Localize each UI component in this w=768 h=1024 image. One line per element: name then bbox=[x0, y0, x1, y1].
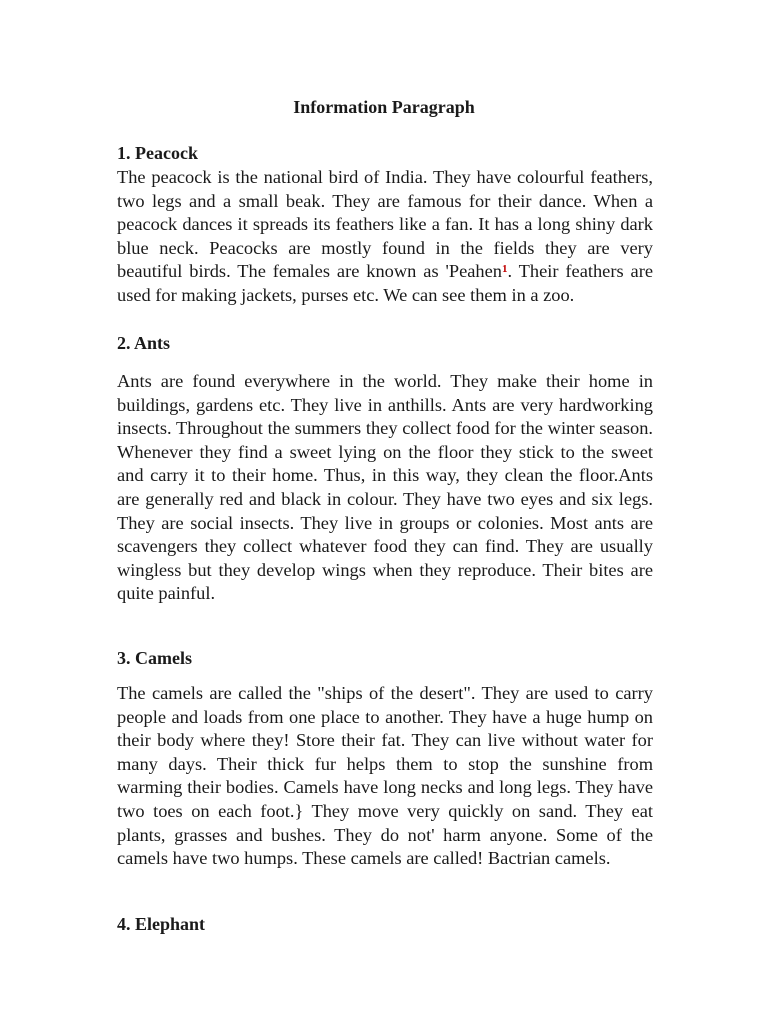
peacock-text-part-1: The peacock is the national bird of India. They have colourful feathers, two legs and a small beak. They are famous for their dance. When a peacock dances it spreads its feathers like a fan. It has a long shiny dark blue neck. Peacocks are mostly found in the fields they are very beautiful birds. The females are known as 'Peahen bbox=[117, 167, 653, 282]
section-heading-elephant: 4. Elephant bbox=[117, 914, 206, 934]
footnote-marker: 1 bbox=[501, 263, 508, 276]
section-paragraph-camels: The camels are called the "ships of the desert". They are used to carry people and loads from one place to another. They have a huge hump on their body where they! Store their fat. They can live without water for many days. Their thick fur helps them to stop the sunshine from warming their bodies. Camels have long necks and long legs. They have two toes on each foot.} They move very quickly on sand. They eat plants, grasses and bushes. They do not' harm anyone. Some of the camels have two humps. These camels are called! Bactrian camels. bbox=[117, 683, 653, 869]
section-heading-ants: 2. Ants bbox=[117, 333, 171, 353]
peacock-text-part-2: . Their feathers are used for making jackets, purses etc. We can see them in a zoo. bbox=[117, 261, 654, 305]
section-heading-peacock: 1. Peacock bbox=[117, 143, 198, 163]
section-heading-camels: 3. Camels bbox=[117, 648, 192, 668]
section-paragraph-ants: Ants are found everywhere in the world. They make their home in buildings, gardens etc. They live in anthills. Ants are very hardworking insects. Throughout the summers they collect food for the winter season. Whenever they find a sweet lying on the floor they stick to the sweet and carry it to their home. Thus, in this way, they clean the floor.Ants are generally red and black in colour. They have two eyes and six legs. They are social insects. They live in groups or colonies. Most ants are scavengers they collect whatever food they can find. They are usually wingless but they develop wings when they reproduce. Their bites are quite painful. bbox=[117, 371, 653, 604]
document-title: Information Paragraph bbox=[293, 97, 475, 117]
section-paragraph-peacock bbox=[117, 166, 653, 308]
